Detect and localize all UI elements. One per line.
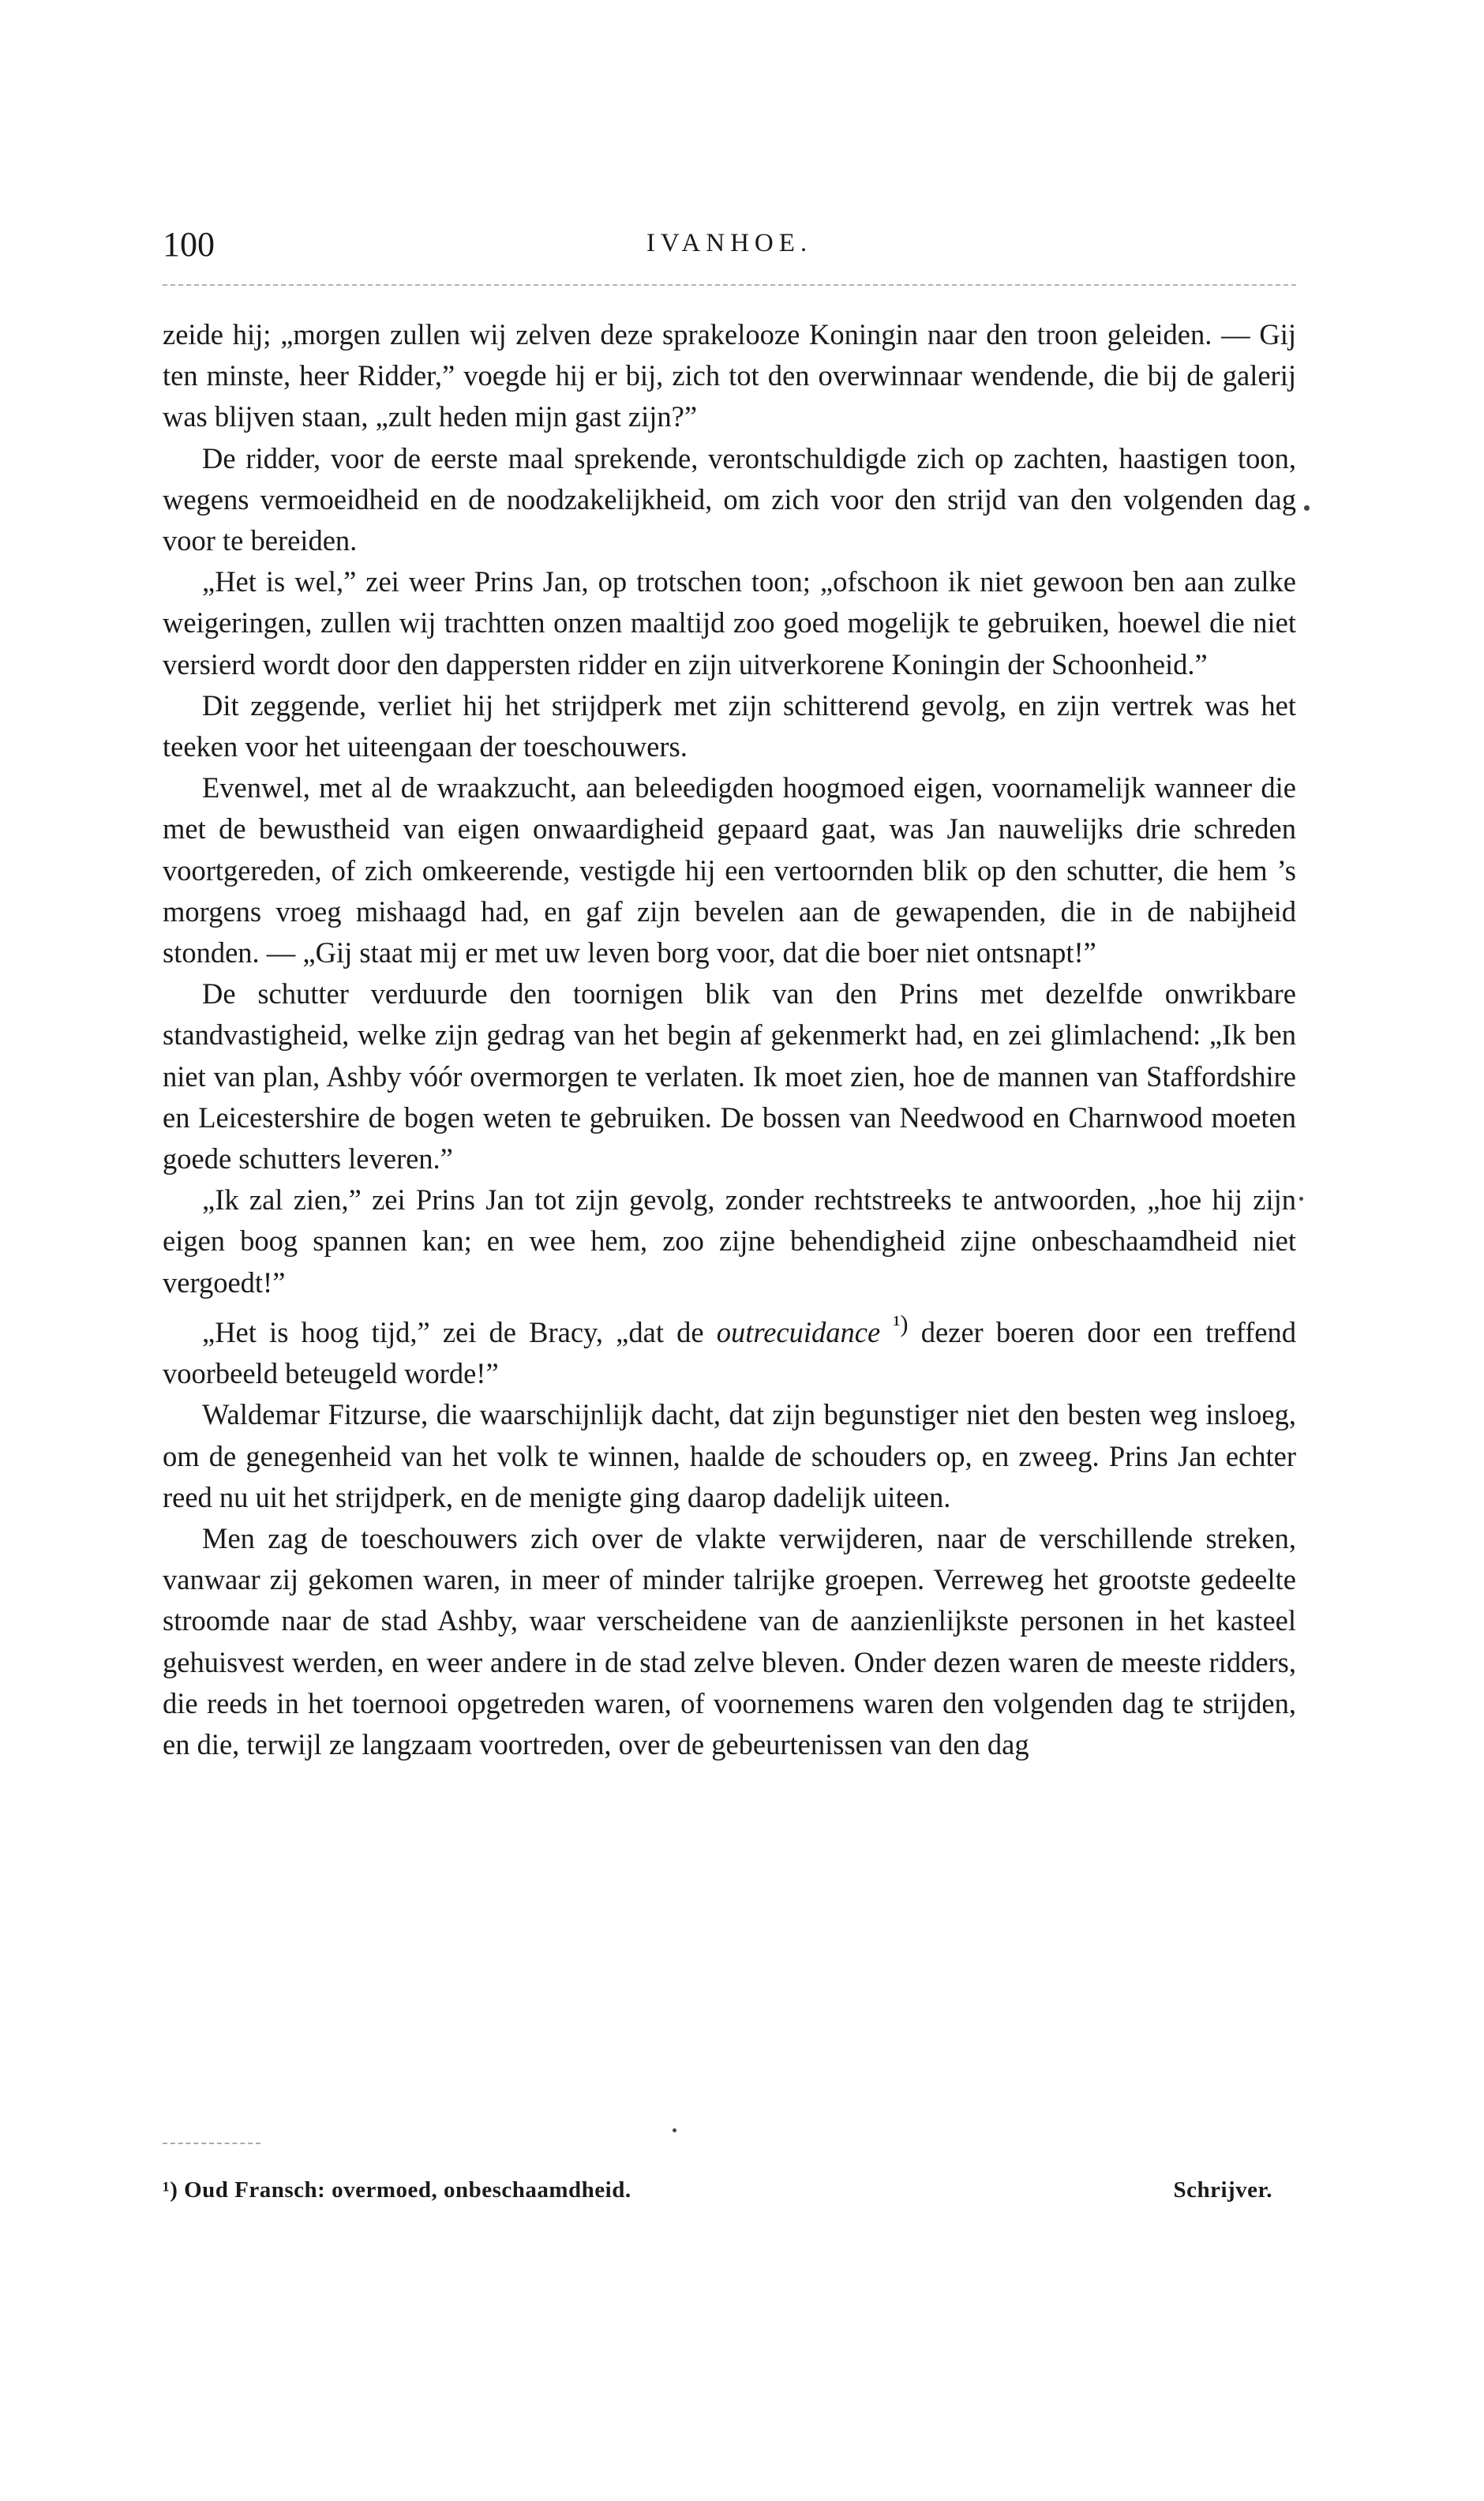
italic-word: outrecuidance xyxy=(716,1316,881,1349)
running-title: IVANHOE. xyxy=(646,229,813,257)
running-head xyxy=(163,224,1296,272)
paragraph-7: „Ik zal zien,” zei Prins Jan tot zijn gevolg, zonder rechtstreeks te antwoorden, „hoe hij zijn eigen boog spannen kan; en wee hem, zoo zijne behendigheid zijne onbeschaamdheid niet vergoedt!” xyxy=(163,1183,1296,1299)
margin-speck xyxy=(1304,505,1310,511)
margin-speck xyxy=(1299,1197,1303,1201)
paragraph-5: Evenwel, met al de wraakzucht, aan beleedigden hoogmoed eigen, voornamelijk wanneer die met de bewustheid van eigen onwaardigheid gepaard gaat, was Jan nauwelijks drie schreden voortgereden, of zich omkeerende, vestigde hij een vertoornden blik op den schutter, die hem ’s morgens vroeg mishaagd had, en gaf zijn bevelen aan de gewapenden, die in de nabijheid stonden. — „Gij staat mij er met uw leven borg voor, dat die boer niet ontsnapt!” xyxy=(163,771,1296,969)
footnote-text xyxy=(163,2177,631,2203)
paragraph-6: De schutter verduurde den toornigen blik van den Prins met dezelfde onwrikbare standvastigheid, welke zijn gedrag van het begin af gekenmerkt had, en zei glimlachend: „Ik ben niet van plan, Ashby vóór overmorgen te verlaten. Ik moet zien, hoe de mannen van Staffordshire en Leicestershire de bogen weten te gebruiken. De bossen van Needwood en Charnwood moeten goede schutters leveren.” xyxy=(163,977,1296,1176)
footnote-body: Oud Fransch: overmoed, onbeschaamdheid. xyxy=(184,2177,631,2203)
footnote-marker: ¹) xyxy=(163,2177,178,2203)
footnote-reference: ¹) xyxy=(893,1310,909,1337)
paragraph-8-text-before: „Het is hoog tijd,” zei de Bracy, „dat de xyxy=(202,1316,717,1349)
header-rule xyxy=(163,284,1296,286)
body-text xyxy=(163,314,1296,1765)
paragraph-4: Dit zeggende, verliet hij het strijdperk met zijn schitterend gevolg, en zijn vertrek was het teeken voor het uiteengaan der toeschouwers. xyxy=(163,688,1296,763)
margin-speck xyxy=(673,2128,676,2132)
paragraph-8 xyxy=(163,1303,1296,1395)
footnote-signature: Schrijver. xyxy=(1173,2177,1272,2203)
paragraph-9: Waldemar Fitzurse, die waarschijnlijk dacht, dat zijn begunstiger niet den besten weg insloeg, om de genegenheid van het volk te winnen, haalde de schouders op, en zweeg. Prins Jan echter reed nu uit het strijdperk, en de menigte ging daarop dadelijk uiteen. xyxy=(163,1398,1296,1513)
paragraph-8-text-after: dezer boeren door een treffend voorbeeld beteugeld worde!” xyxy=(163,1316,1297,1390)
page-number: 100 xyxy=(163,225,215,264)
footnote-rule xyxy=(163,2143,260,2144)
paragraph-2: De ridder, voor de eerste maal sprekende, verontschuldigde zich op zachten, haastigen toon, wegens vermoeidheid en de noodzakelijkheid, om zich voor den strijd van den volgenden dag voor te bereiden. xyxy=(163,441,1296,557)
paragraph-3: „Het is wel,” zei weer Prins Jan, op trotschen toon; „ofschoon ik niet gewoon ben aan zulke weigeringen, zullen wij trachtten onzen maaltijd zoo goed mogelijk te gebruiken, hoewel die niet versierd wordt door den dappersten ridder en zijn uitverkorene Koningin der Schoonheid.” xyxy=(163,565,1296,681)
paragraph-10: Men zag de toeschouwers zich over de vlakte verwijderen, naar de verschillende streken, vanwaar zij gekomen waren, in meer of minder talrijke groepen. Verreweg het grootste gedeelte stroomde naar de stad Ashby, waar verscheidene van de aanzienlijkste personen in het kasteel gehuisvest werden, en weer andere in de stad zelve bleven. Onder dezen waren de meeste ridders, die reeds in het toernooi opgetreden waren, of voornemens waren den volgenden dag te strijden, en die, terwijl ze langzaam voortreden, over de gebeurtenissen van den dag xyxy=(163,1522,1296,1761)
paragraph-1: zeide hij; „morgen zullen wij zelven deze sprakelooze Koningin naar den troon geleiden. — Gij ten minste, heer Ridder,” voegde hij er bij, zich tot den overwinnaar wendende, die bij de galerij was blijven staan, „zult heden mijn gast zijn?” xyxy=(163,318,1296,433)
